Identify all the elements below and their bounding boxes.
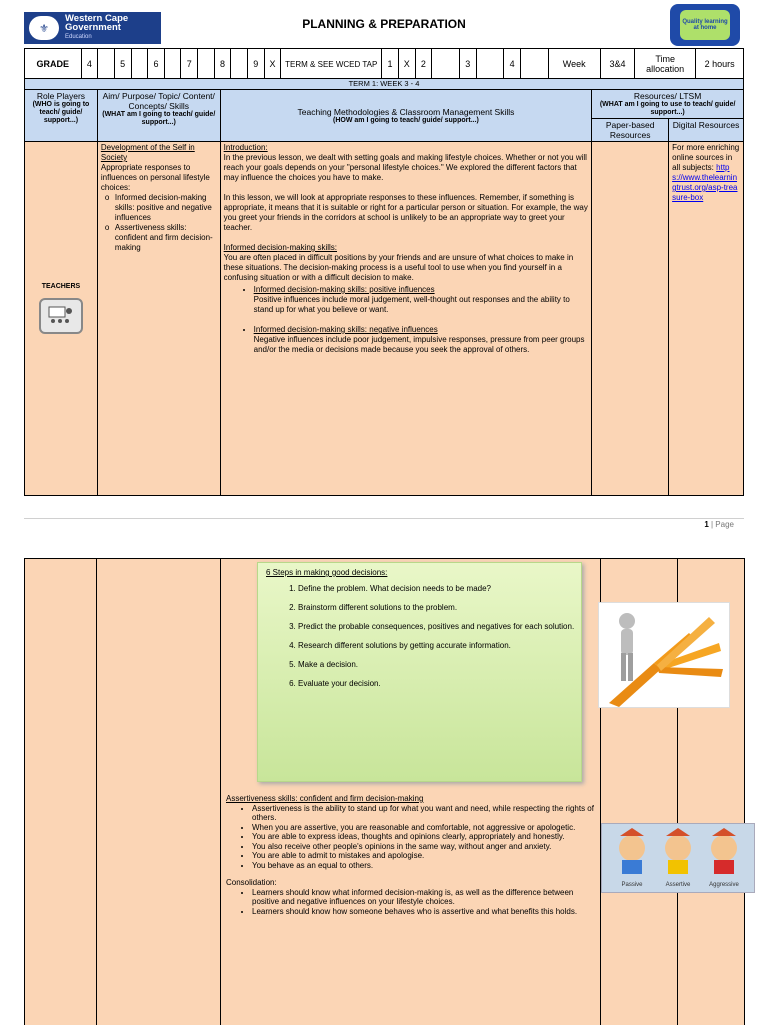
aim-heading: Development of the Self in Society <box>100 143 195 162</box>
term-week: TERM 1: WEEK 3 - 4 <box>25 79 744 90</box>
consolidation-heading: Consolidation: <box>226 878 277 887</box>
consolidation-item: • Learners should know how someone behaves who is assertive and what benefits this holds. <box>252 907 596 917</box>
col-method: Teaching Methodologies & Classroom Management Skills (HOW am I going to teach/ guide/ support...) <box>220 90 592 142</box>
assertiveness-heading: Assertiveness skills: confident and firm decision-making <box>226 794 424 803</box>
negative-influences: • Informed decision-making skills: negative influences Negative influences include poor judgement, impulsive responses, pressure from peer groups and/or the media or decisions made because you seek the approval of others. <box>254 325 589 355</box>
aim-item: o Assertiveness skills: confident and firm decision-making <box>115 223 217 253</box>
week-value: 3&4 <box>600 49 634 80</box>
step-item: 3. Predict the probable consequences, positives and negatives for each solution. <box>298 622 581 632</box>
grade-label: GRADE <box>25 49 82 80</box>
role-cell <box>25 142 98 496</box>
assertive-item: • You also receive other people's opinions in the same way, without anger and anxiety. <box>252 842 596 852</box>
aim-text: Appropriate responses to influences on personal lifestyle choices: <box>100 163 210 192</box>
role-teachers: TEACHERS <box>41 283 81 290</box>
assertive-item: • Assertiveness is the ability to stand up for what you want and need, while respecting the rights of others. <box>252 804 596 823</box>
p2-aim-col <box>96 558 221 1025</box>
step-item: 4. Research different solutions by getting accurate information. <box>298 641 581 651</box>
step-item: 6. Evaluate your decision. <box>298 679 581 689</box>
face-label-aggressive: Aggressive <box>709 882 739 888</box>
quality-learning-badge: Quality learning at home <box>670 4 740 46</box>
logo-text: Western Cape Government <box>65 13 129 33</box>
col-resources: Resources/ LTSM (WHAT am I going to use to teach/ guide/ support...) <box>592 90 744 119</box>
step-item: 5. Make a decision. <box>298 660 581 670</box>
term-label: TERM & SEE WCED TAP <box>281 49 382 80</box>
col-digital: Digital Resources <box>669 119 744 142</box>
page-2 <box>24 558 744 1024</box>
treasure-box-link[interactable]: https://www.thelearningtrust.org/asp-treasure-box <box>672 163 738 202</box>
steps-title: 6 Steps in making good decisions: <box>266 568 388 577</box>
informed-heading: Informed decision-making skills: <box>223 243 338 252</box>
footer-divider <box>24 518 744 519</box>
digital-cell: For more enriching online sources in all subjects: https://www.thelearningtrust.org/asp-treasure-box <box>669 142 744 496</box>
assertive-item: • You are able to express ideas, thoughts and opinions clearly, appropriately and honestly. <box>252 832 596 842</box>
week-label: Week <box>548 49 600 80</box>
step-item: 1. Define the problem. What decision needs to be made? <box>298 584 581 594</box>
page-1 <box>24 0 744 545</box>
logo-sub: Education <box>65 34 92 40</box>
teacher-icon <box>39 298 83 334</box>
assertive-item: • When you are assertive, you are reasonable and comfortable, not aggressive or apologetic. <box>252 823 596 833</box>
crest-icon: ⚜ <box>29 16 59 40</box>
assertive-item: • You are able to admit to mistakes and apologise. <box>252 851 596 861</box>
page-title: PLANNING & PREPARATION <box>302 17 466 31</box>
time-label: Time allocation <box>635 49 696 80</box>
col-paper: Paper-based Resources <box>592 119 669 142</box>
col-role: Role Players (WHO is going to teach/ guide/ support...) <box>25 90 98 142</box>
step-item: 2. Brainstorm different solutions to the problem. <box>298 603 581 613</box>
page-number: 1 | Page <box>704 520 734 529</box>
p2-role-col <box>24 558 97 1025</box>
paper-cell <box>592 142 669 496</box>
assertive-item: • You behave as an equal to others. <box>252 861 596 871</box>
steps-box <box>257 562 582 782</box>
aim-item: o Informed decision-making skills: positive and negative influences <box>115 193 217 223</box>
intro-heading: Introduction: <box>223 143 268 152</box>
col-aim: Aim/ Purpose/ Topic/ Content/ Concepts/ Skills (WHAT am I going to teach/ guide/ support...) <box>97 90 220 142</box>
page-header <box>24 10 744 44</box>
face-label-assertive: Assertive <box>665 882 691 888</box>
lesson-table <box>24 78 744 496</box>
face-label-passive: Passive <box>621 882 643 888</box>
consolidation-item: • Learners should know what informed decision-making is, as well as the difference between positive and negative influences on your lifestyle choices. <box>252 888 596 907</box>
grade-row: GRADE 4 5 6 7 8 9 X TERM & SEE WCED TAP 1 X 2 3 4 Week 3&4 Time allocation 2 hours <box>24 48 744 80</box>
decision-crossroads-illustration <box>598 602 730 708</box>
positive-influences: • Informed decision-making skills: positive influences Positive influences include moral judgement, well-thought out responses and the ability to stand up for what you believe or want. <box>254 285 589 325</box>
aim-cell <box>97 142 220 496</box>
method-cell: Introduction: In the previous lesson, we dealt with setting goals and making lifestyle choices. Whether or not you will reach your goals depends on your "personal lifestyle choices." We explored the different factors that may influence the choices you have to make. In this lesson, we will look at appropriate responses to these influences. Remember, if something is appropriate, it means that it is suitable or right for a particular person or situation. For example, the way you greet your friends in the corridors at school is unlikely to be an appropriate way to greet your teacher. Informed decision-making skills: You are often placed in difficult positions by your friends and are unsure of what choices to make in these situations. The decision-making process is a useful tool to use when you find yourself in a confusing situation or with a difficult decision to make. • Informed decision-making skills: positive influences Positive influences include moral judgement, well-thought out responses and the ability to stand up for what you believe or want. • Informed decision-making skills: negative influences Negative influences include poor judgement, impulsive responses, pressure from peer groups and/or the media or decisions made because you seek the approval of others. <box>220 142 592 496</box>
passive-assertive-aggressive-illustration <box>601 823 755 893</box>
time-value: 2 hours <box>696 49 744 80</box>
assertiveness-section <box>226 794 596 916</box>
